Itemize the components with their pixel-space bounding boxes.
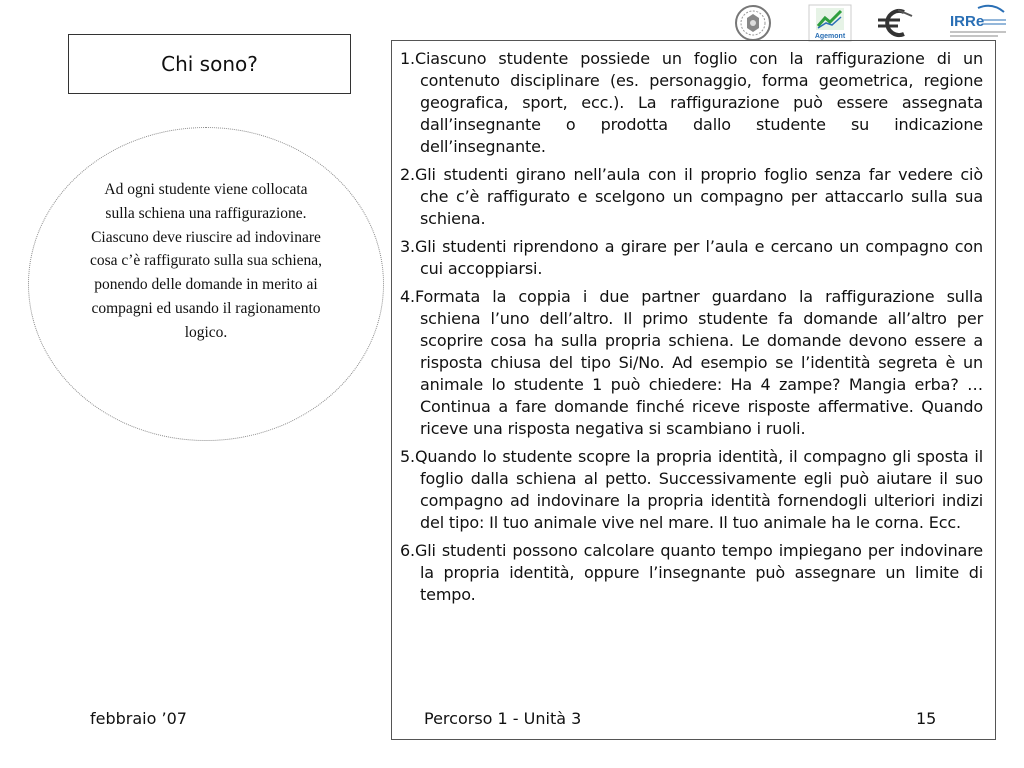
footer-page-number: 15 <box>916 709 937 728</box>
step-item: 4.Formata la coppia i due partner guardano la raffigurazione sulla schiena l’uno dell’altro. Il primo studente fa domande all’altro per scoprire cosa ha sulla propria schiena. Le domande devono essere a risposta chiusa del tipo Si/No. Ad esempio se l’identità segreta è un animale lo studente 1 può chiedere: Ha 4 zampe? Mangia erba? … Continua a fare domande finché riceve risposte affermative. Quando riceve una risposta negativa si scambiano i ruoli. <box>400 287 983 438</box>
irre-logo-text: IRRe <box>950 13 985 30</box>
step-item: 2.Gli studenti girano nell’aula con il proprio foglio senza far vedere ciò che c’è raffigurato e scelgono un compagno per attaccarlo sulla sua schiena. <box>400 165 983 228</box>
euro-logo <box>874 4 914 42</box>
university-seal-logo <box>734 4 772 42</box>
slide-title-box <box>68 34 351 94</box>
agemont-logo <box>808 4 852 42</box>
step-item: 3.Gli studenti riprendono a girare per l’aula e cercano un compagno con cui accoppiarsi. <box>400 237 983 278</box>
agemont-logo-text: Agemont <box>814 33 846 40</box>
step-item: 1.Ciascuno studente possiede un foglio con la raffigurazione di un contenuto disciplinare (es. personaggio, forma geometrica, regione geografica, sport, ecc.). La raffigurazione può essere assegnata dall’insegnante o prodotta dallo studente su indicazione dell’insegnante. <box>400 49 983 156</box>
irre-logo <box>948 4 1008 42</box>
footer-date: febbraio ’07 <box>90 709 187 728</box>
step-item: 6.Gli studenti possono calcolare quanto tempo impiegano per indovinare la propria identità, oppure l’insegnante può assegnare un limite di tempo. <box>400 541 983 604</box>
header-logos <box>730 4 1020 42</box>
footer-course: Percorso 1 - Unità 3 <box>424 709 582 728</box>
step-item: 5.Quando lo studente scopre la propria identità, il compagno gli sposta il foglio dalla schiena al petto. Successivamente egli può aiutare il suo compagno ad indovinare la propria identità fornendogli ulteriori indizi del tipo: Il tuo animale vive nel mare. Il tuo animale ha le corna. Ecc. <box>400 447 983 532</box>
steps-list <box>400 48 983 612</box>
intro-text: Ad ogni studente viene collocata sulla schiena una raffigurazione. Ciascuno deve riuscire ad indovinare cosa c’è raffigurato sulla sua schiena, ponendo delle domande in merito ai compagni ed usando il ragionamento logico. <box>89 181 323 341</box>
slide-title: Chi sono? <box>161 52 258 76</box>
